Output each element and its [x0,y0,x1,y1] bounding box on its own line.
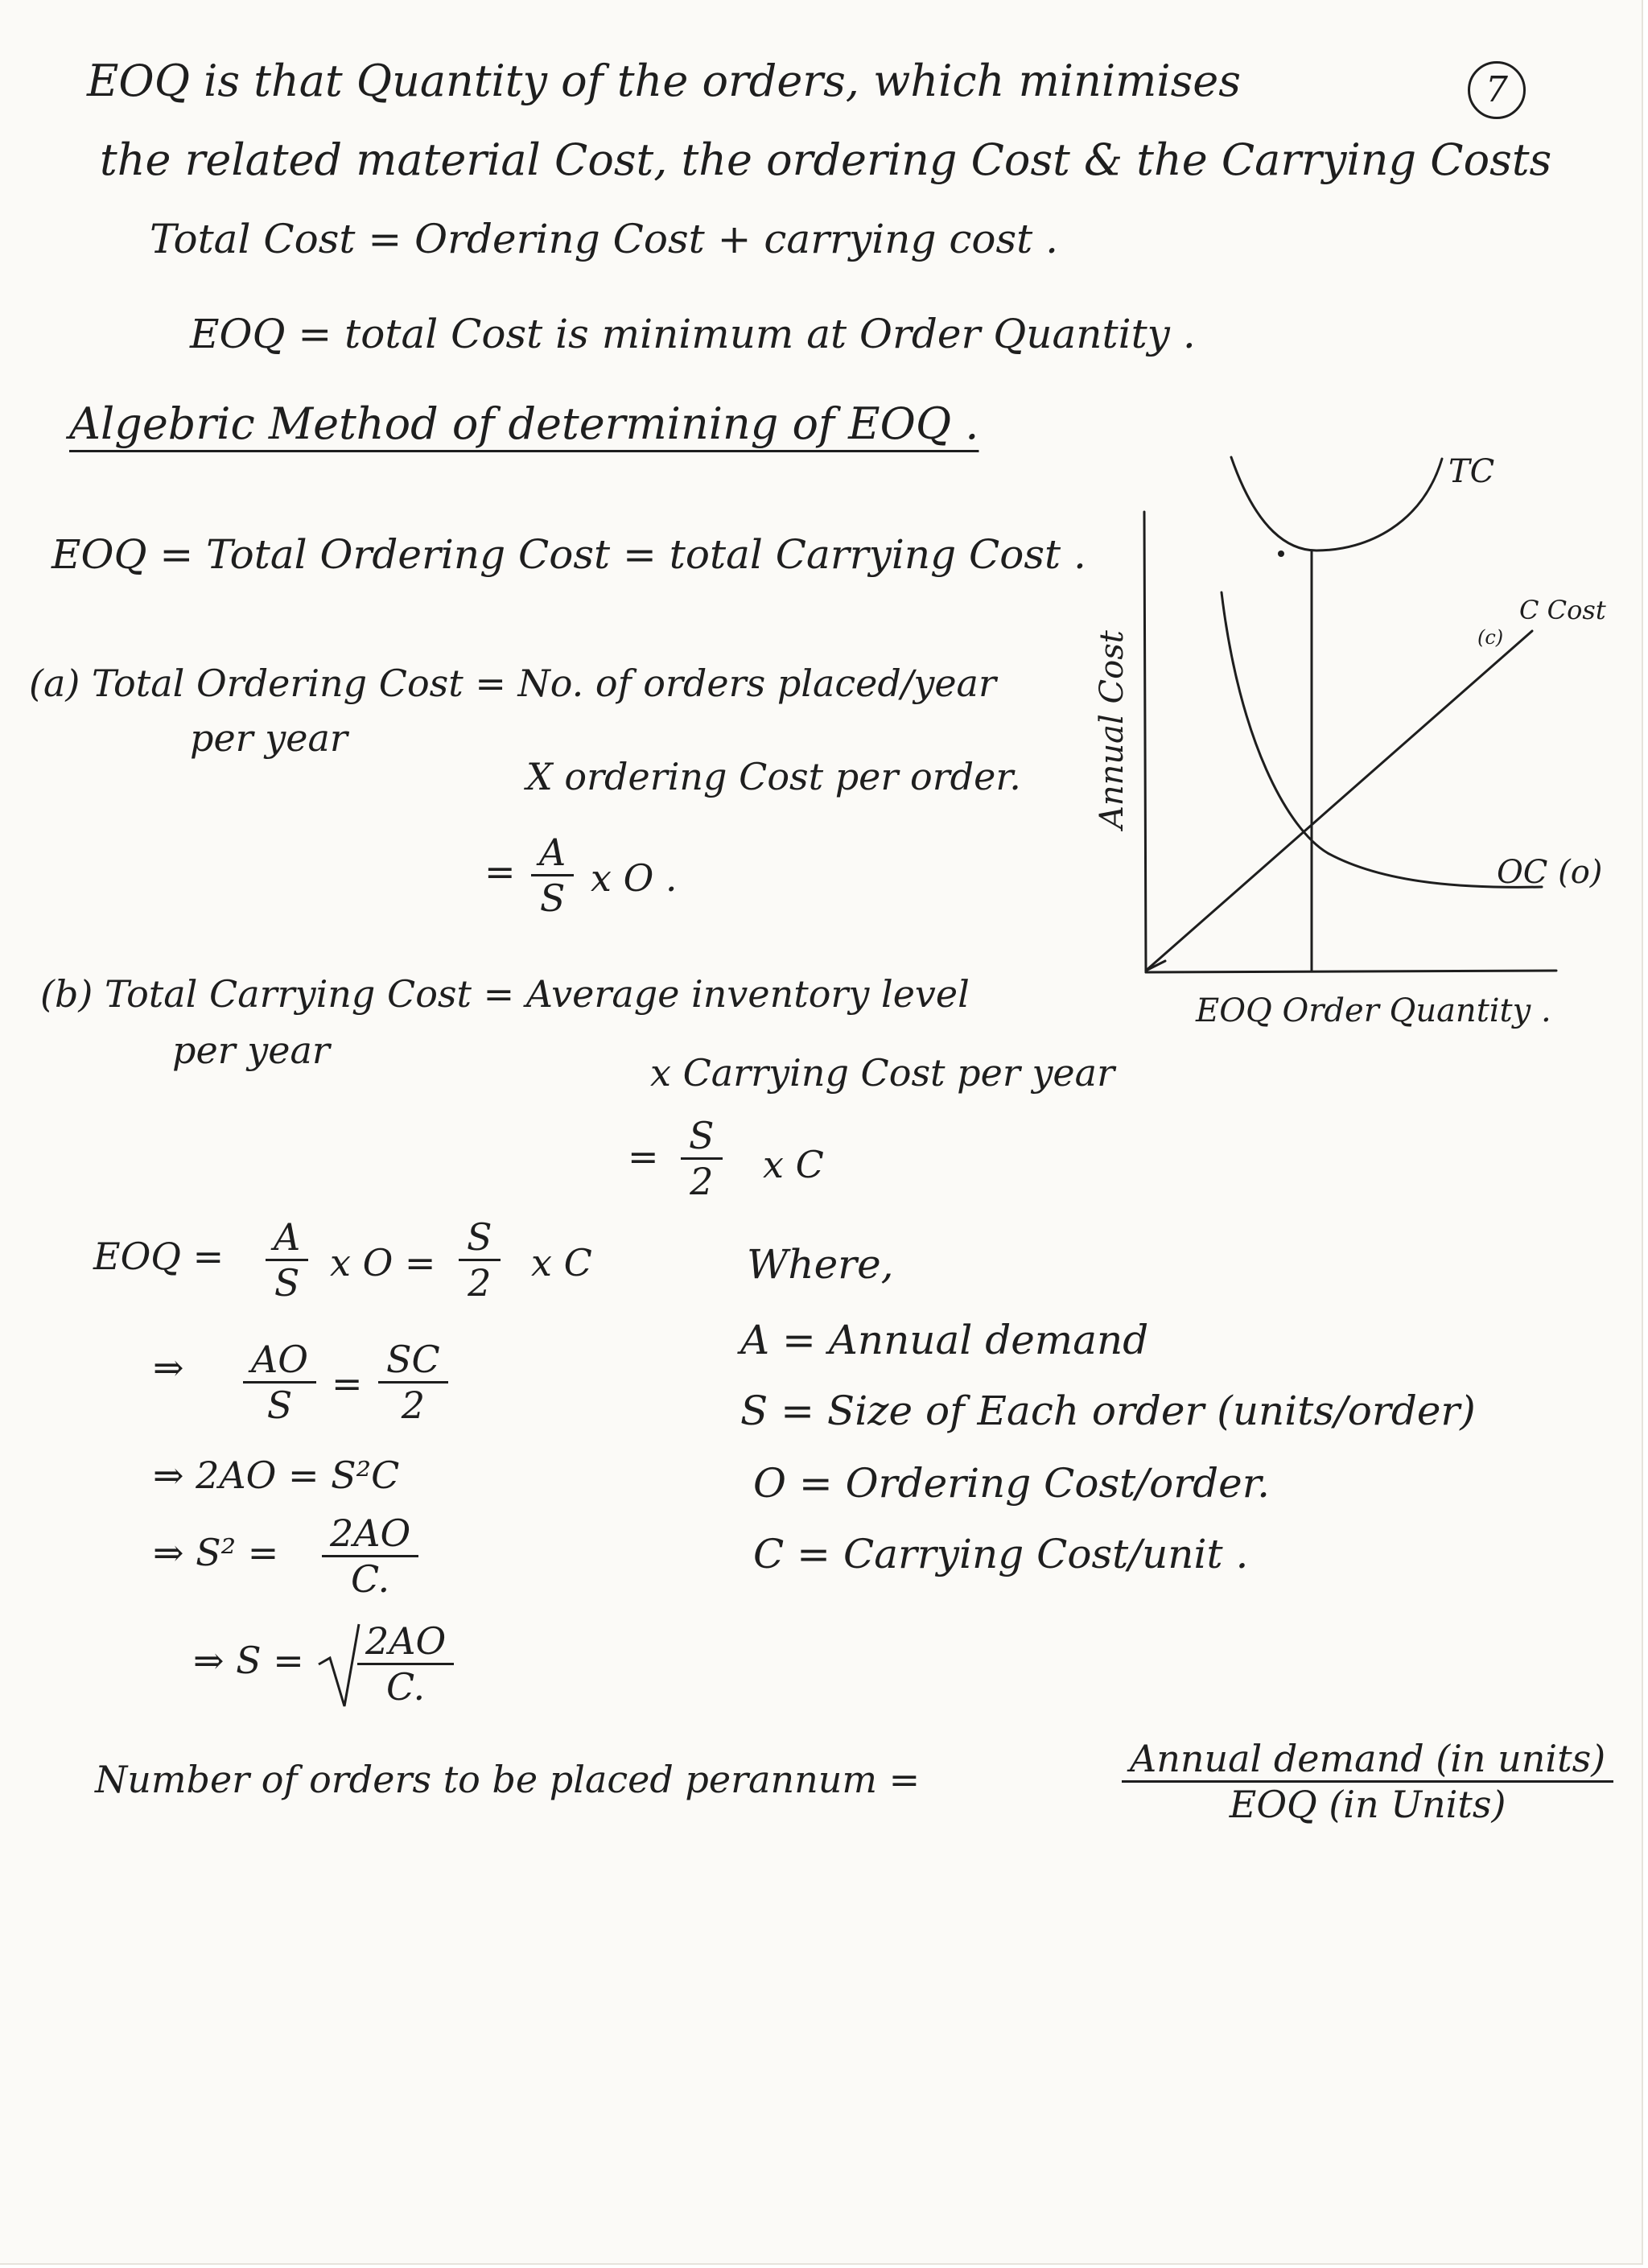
derivation-num-3: AO [243,1341,316,1383]
graph-x-axis [1146,971,1556,972]
ordering-denominator: S [539,876,566,920]
derivation-num-5: 2AO [322,1515,418,1557]
graph-cc-label: C Cost [1519,595,1606,625]
derivation-line-5-lhs: ⇒ S = [193,1639,304,1682]
graph-tc-label: TC [1448,453,1495,490]
derivation-den-2: 2 [468,1261,492,1305]
eoq-definition: EOQ = total Cost is minimum at Order Quantity . [190,311,1196,357]
graph-cc-sub: (c) [1477,626,1504,649]
derivation-num-4: SC [378,1341,448,1383]
derivation-arrow-2: ⇒ [153,1346,184,1389]
intro-line-1: EOQ is that Quantity of the orders, which minimises [87,56,1241,106]
derivation-den-4: 2 [401,1383,425,1427]
where-item-c: C = Carrying Cost/unit . [753,1531,1249,1577]
derivation-end: x C [531,1241,592,1285]
derivation-den-3: S [266,1383,293,1427]
ordering-per-year: per year [190,716,348,760]
graph-oc-label: OC (o) [1497,854,1603,891]
carrying-mult: x C [763,1143,824,1186]
ordering-equals: = [484,850,516,893]
orders-formula-numerator: Annual demand (in units) [1122,1740,1613,1783]
where-title: Where, [747,1241,894,1288]
derivation-mid: x O = [330,1241,436,1285]
derivation-num-6: 2AO [357,1623,454,1665]
derivation-num-2: S [459,1219,501,1261]
ordering-mult: x O . [591,856,678,900]
derivation-line-4-lhs: ⇒ S² = [153,1531,279,1574]
orders-formula-lhs: Number of orders to be placed perannum = [95,1758,921,1801]
carrying-numerator: S [681,1117,723,1160]
ordering-times: X ordering Cost per order. [526,755,1021,798]
carrying-cost-label: (b) Total Carrying Cost = Average inventory level [40,972,970,1016]
graph-y-axis [1144,512,1146,972]
graph-y-label: Annual Cost [1094,630,1131,829]
derivation-den-5: C. [351,1557,390,1601]
derivation-den-6: C. [386,1665,426,1709]
eoq-equality: EOQ = Total Ordering Cost = total Carrying Cost . [52,531,1086,578]
where-item-s: S = Size of Each order (units/order) [740,1388,1476,1434]
carrying-per-year: per year [172,1029,330,1072]
page-number: 7 [1468,61,1526,119]
orders-formula-denominator: EOQ (in Units) [1229,1783,1506,1826]
section-heading: Algebric Method of determining of EOQ . [69,398,979,449]
derivation-line-3: ⇒ 2AO = S²C [153,1454,400,1497]
intro-line-2: the related material Cost, the ordering Cost & the Carrying Costs [100,134,1552,185]
derivation-den-1: S [274,1261,300,1305]
derivation-num-1: A [266,1219,308,1261]
where-item-a: A = Annual demand [740,1317,1149,1363]
where-item-o: O = Ordering Cost/order. [753,1460,1271,1507]
ordering-numerator: A [531,834,574,876]
derivation-eq-2: = [332,1362,363,1405]
carrying-equals: = [628,1135,659,1178]
graph-x-label: EOQ Order Quantity . [1196,992,1551,1029]
carrying-cost-line [1146,631,1532,971]
graph-dot [1278,551,1284,557]
carrying-denominator: 2 [690,1160,714,1203]
total-cost-curve [1231,457,1442,551]
ordering-cost-label: (a) Total Ordering Cost = No. of orders placed/year [29,662,996,705]
carrying-times: x Carrying Cost per year [650,1051,1115,1095]
total-cost-line: Total Cost = Ordering Cost + carrying cost . [150,216,1059,262]
derivation-lhs: EOQ = [93,1235,225,1278]
